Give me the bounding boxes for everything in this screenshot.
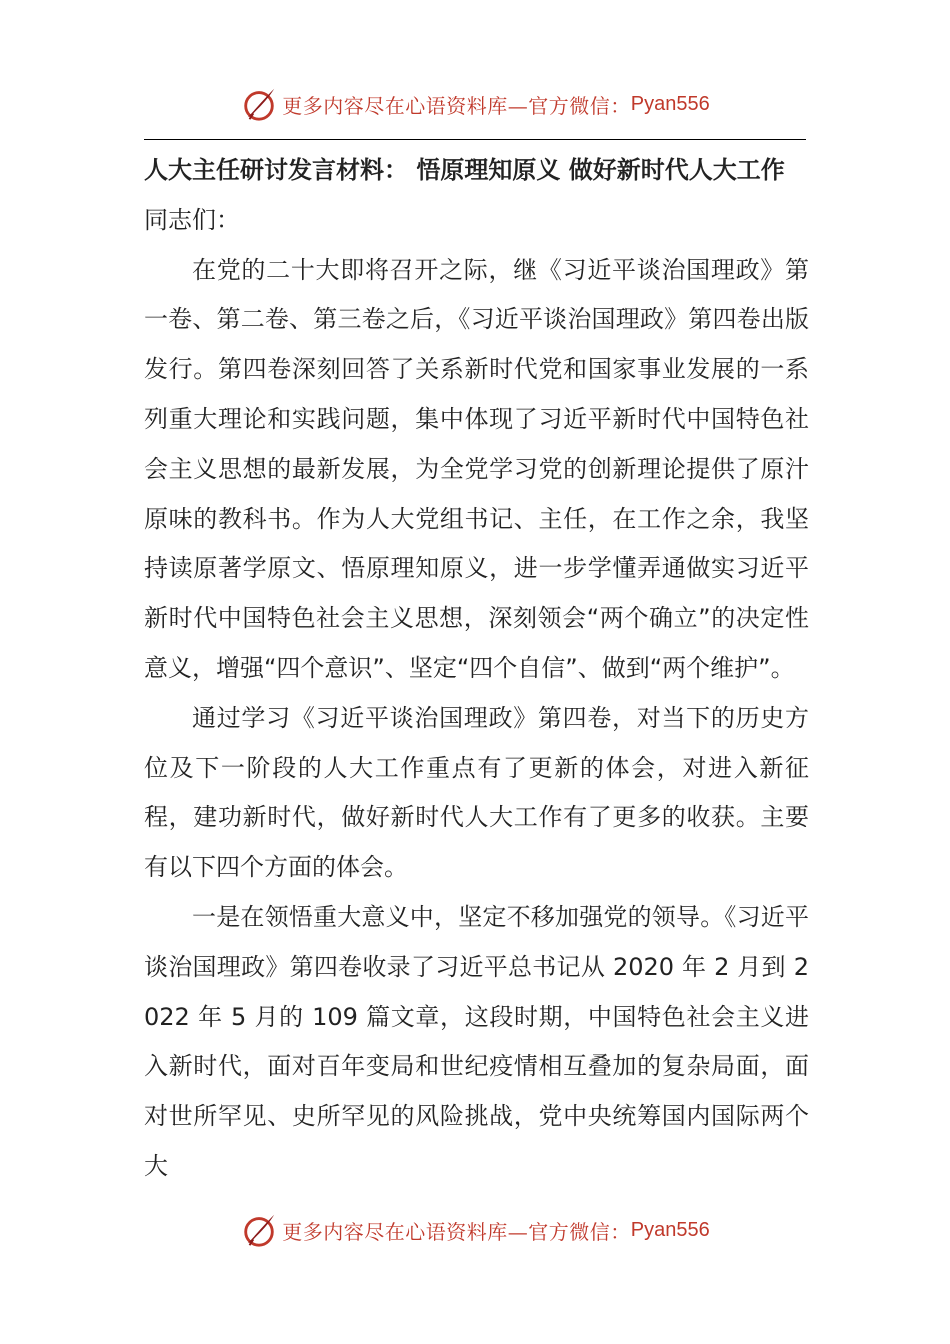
footer-banner [0, 1210, 950, 1250]
banner-wechat-id: Pyan556 [630, 1218, 710, 1241]
banner-text: 更多内容尽在心语资料库—官方微信： [282, 93, 631, 118]
document-body [144, 146, 809, 1192]
banner-wechat-id: Pyan556 [630, 92, 710, 115]
quill-pen-logo-icon [240, 1211, 278, 1249]
header-rule [144, 139, 806, 140]
paragraph-2: 通过学习《习近平谈治国理政》第四卷，对当下的历史方位及下一阶段的人大工作重点有了更新的体会，对进入新征程，建功新时代，做好新时代人大工作有了更多的收获。主要有以下四个方面的体会。 [144, 703, 809, 882]
header-banner [0, 84, 950, 124]
paragraph-3: 一是在领悟重大意义中，坚定不移加强党的领导。《习近平谈治国理政》第四卷收录了习近平总书记从 2020 年 2 月到 2022 年 5 月的 109 篇文章，这段时期，中国特色社会主义进入新时代，面对百年变局和世纪疫情相互叠加的复杂局面，面对世所罕见、史所罕见的风险挑战，党中央统筹国内国际两个大 [144, 902, 809, 1180]
salutation: 同志们： [144, 205, 240, 234]
document-title: 人大主任研讨发言材料： 悟原理知原义 做好新时代人大工作 [144, 156, 785, 184]
paragraph-1: 在党的二十大即将召开之际，继《习近平谈治国理政》第一卷、第二卷、第三卷之后，《习近平谈治国理政》第四卷出版发行。第四卷深刻回答了关系新时代党和国家事业发展的一系列重大理论和实践问题，集中体现了习近平新时代中国特色社会主义思想的最新发展，为全党学习党的创新理论提供了原汁原味的教科书。作为人大党组书记、主任，在工作之余，我坚持读原著学原文、悟原理知原义，进一步学懂弄通做实习近平新时代中国特色社会主义思想，深刻领会“两个确立”的决定性意义，增强“四个意识”、坚定“四个自信”、做到“两个维护”。 [144, 255, 809, 682]
banner-text: 更多内容尽在心语资料库—官方微信： [282, 1219, 631, 1244]
quill-pen-logo-icon [240, 85, 278, 123]
